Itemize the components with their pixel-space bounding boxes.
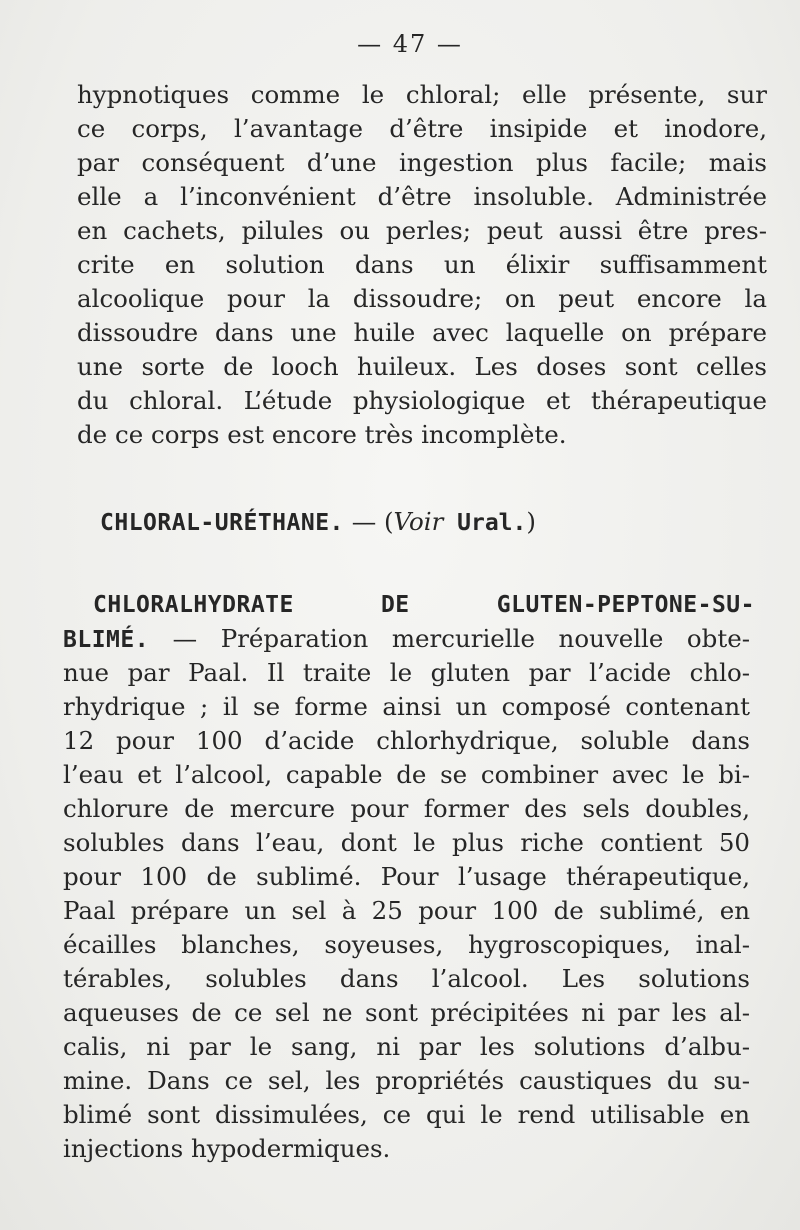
text-line: en cachets, pilules ou perles; peut aussi être pres- (77, 216, 767, 245)
text-line: pour 100 de sublimé. Pour l’usage thérapeutique, (63, 862, 750, 891)
entry-chloral-urethane (100, 505, 536, 540)
text-line: écailles blanches, soyeuses, hygroscopiques, inal- (63, 930, 750, 959)
text-line: blimé sont dissimulées, ce qui le rend utilisable en (63, 1100, 750, 1129)
entry-close-paren: ) (526, 507, 536, 536)
page-number: — 47 — (357, 30, 463, 58)
text-line: alcoolique pour la dissoudre; on peut encore la (77, 284, 767, 313)
text-line: crite en solution dans un élixir suffisamment (77, 250, 767, 279)
text-line: par conséquent d’une ingestion plus facile; mais (77, 148, 767, 177)
text-line: ce corps, l’avantage d’être insipide et inodore, (77, 114, 767, 143)
text-line: solubles dans l’eau, dont le plus riche contient 50 (63, 828, 750, 857)
see-reference-target: Ural. (443, 510, 527, 536)
entry-dash: — ( (343, 507, 394, 536)
text-line: l’eau et l’alcool, capable de se combiner avec le bi- (63, 760, 750, 789)
text-line: hypnotiques comme le chloral; elle présente, sur (77, 80, 767, 109)
text-line: aqueuses de ce sel ne sont précipitées ni par les al- (63, 998, 750, 1027)
text-line: du chloral. L’étude physiologique et thérapeutique (77, 386, 767, 415)
text-line: une sorte de looch huileux. Les doses sont celles (77, 352, 767, 381)
text-line: mine. Dans ce sel, les propriétés caustiques du su- (63, 1066, 750, 1095)
text-line: rhydrique ; il se forme ainsi un composé contenant (63, 692, 750, 721)
text-line: Paal prépare un sel à 25 pour 100 de sublimé, en (63, 896, 750, 925)
entry-heading-line (63, 622, 750, 657)
text-line: dissoudre dans une huile avec laquelle on prépare (77, 318, 767, 347)
text-line: chlorure de mercure pour former des sels doubles, (63, 794, 750, 823)
text-line: nue par Paal. Il traite le gluten par l’acide chlo- (63, 658, 750, 687)
entry-term: CHLORAL-URÉTHANE. (100, 510, 344, 536)
entry-heading: CHLORALHYDRATE DE GLUTEN-PEPTONE-SU- (93, 592, 755, 618)
see-reference-word: Voir (393, 507, 444, 536)
text-line: elle a l’inconvénient d’être insoluble. Administrée (77, 182, 767, 211)
entry-term-end: BLIMÉ. (63, 627, 150, 653)
text-line: de ce corps est encore très incomplète. (77, 420, 567, 449)
entry-text: — Préparation mercurielle nouvelle obte- (149, 624, 750, 653)
text-line: térables, solubles dans l’alcool. Les solutions (63, 964, 750, 993)
text-line: injections hypodermiques. (63, 1134, 391, 1163)
text-line: calis, ni par le sang, ni par les solutions d’albu- (63, 1032, 750, 1061)
text-line: 12 pour 100 d’acide chlorhydrique, soluble dans (63, 726, 750, 755)
